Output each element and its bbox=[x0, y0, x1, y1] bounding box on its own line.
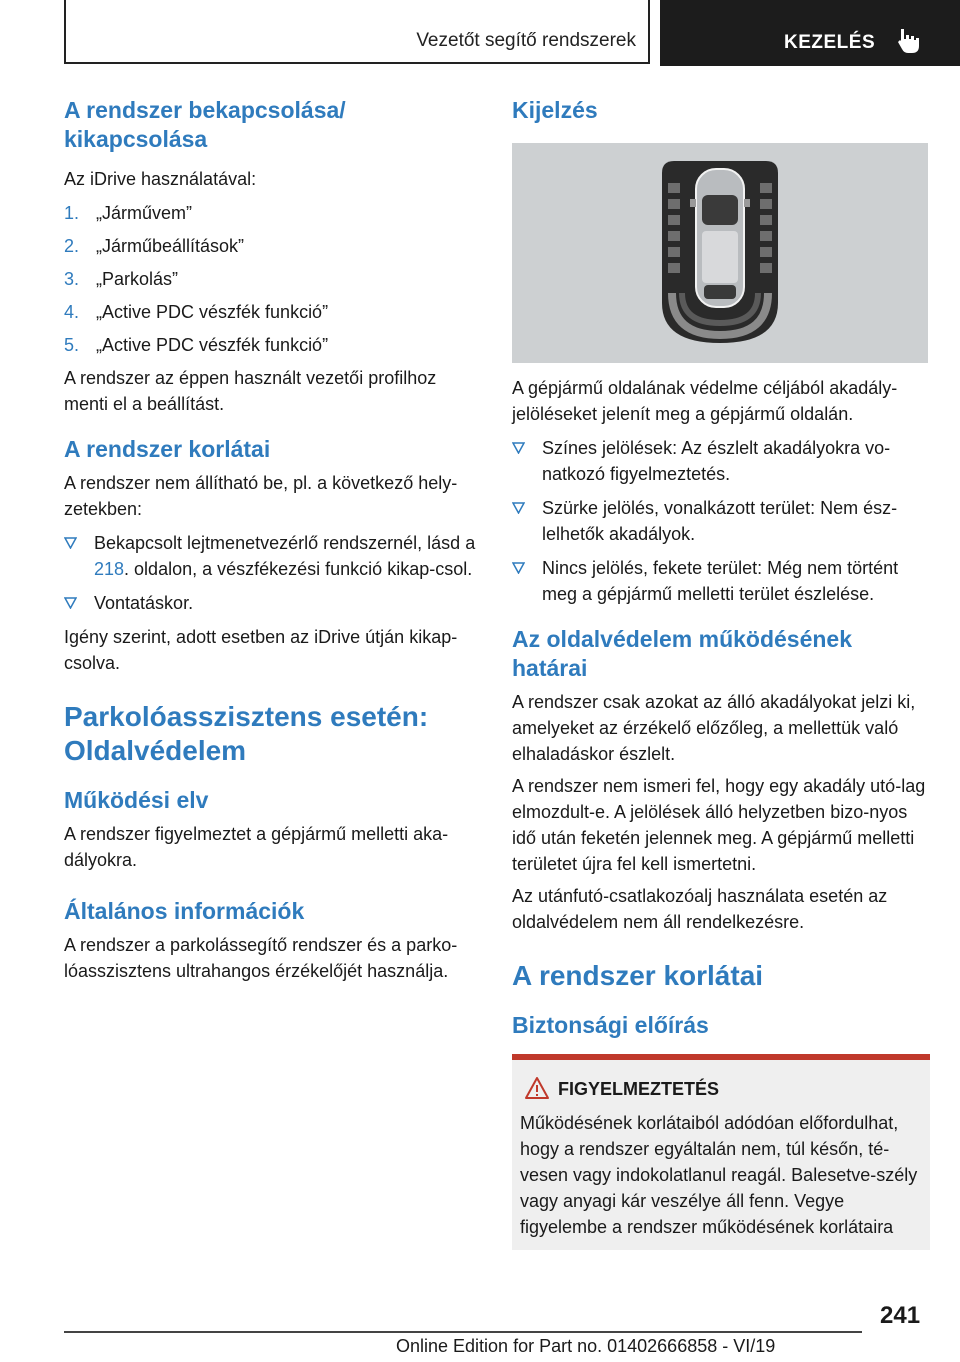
list-item: Bekapcsolt lejtmenetvezérlő rendszernél, lásd a 218. oldalon, a vészfékezési funkció kikap-csol. bbox=[64, 530, 482, 582]
left-column bbox=[64, 96, 482, 984]
warning-header bbox=[520, 1076, 922, 1102]
list-item: 3. „Parkolás” bbox=[64, 269, 179, 289]
triangle-bullet-icon bbox=[64, 537, 77, 549]
footer-divider bbox=[64, 1331, 862, 1333]
side-limits-p2: A rendszer nem ismeri fel, hogy egy akadály utó-lag elmozdult-e. A jelölések álló helyzetben bizo-nyos idő után feketén jelennek meg. A gépjármű melletti területet újra fel kell ismertetni. bbox=[512, 776, 926, 874]
warning-triangle-icon bbox=[524, 1076, 550, 1100]
principle-text: A rendszer figyelmeztet a gépjármű melletti aka-dályokra. bbox=[64, 824, 449, 870]
heading-park-assist: Parkolóasszisztens esetén: Oldalvédelem bbox=[64, 701, 429, 766]
heading-display: Kijelzés bbox=[512, 97, 598, 123]
list-item: Szürke jelölés, vonalkázott terület: Nem ész-lelhetők akadályok. bbox=[512, 495, 930, 547]
list-item: 1. „Járművem” bbox=[64, 203, 193, 223]
triangle-bullet-icon bbox=[64, 597, 77, 609]
list-item: 5. „Active PDC vészfék funkció” bbox=[64, 335, 329, 355]
triangle-bullet-icon bbox=[512, 442, 525, 454]
general-text: A rendszer a parkolássegítő rendszer és a parko-lóasszisztens ultrahangos érzékelőjét használja. bbox=[64, 935, 458, 981]
page-number: 241 bbox=[880, 1302, 921, 1329]
limits-intro: A rendszer nem állítható be, pl. a következő hely-zetekben: bbox=[64, 473, 458, 519]
warning-box bbox=[512, 1054, 930, 1250]
header-section-title: Vezetőt segítő rendszerek bbox=[416, 30, 636, 51]
intro-text: Az iDrive használatával: bbox=[64, 169, 257, 189]
heading-principle: Működési elv bbox=[64, 787, 209, 813]
footer-edition: Online Edition for Part no. 01402666858 - VI/19 bbox=[396, 1336, 776, 1356]
triangle-bullet-icon bbox=[512, 502, 525, 514]
limits-note: Igény szerint, adott esetben az iDrive útján kikap-csolva. bbox=[64, 627, 458, 673]
header-tab-label: KEZELÉS bbox=[784, 32, 876, 53]
list-item: Vontatáskor. bbox=[64, 590, 482, 616]
heading-safety: Biztonsági előírás bbox=[512, 1012, 709, 1038]
steps-list bbox=[64, 200, 482, 358]
warning-title: FIGYELMEZTETÉS bbox=[558, 1079, 720, 1099]
limits-list bbox=[64, 530, 482, 616]
page-ref-link[interactable]: 218 bbox=[94, 559, 125, 579]
side-protection-figure bbox=[512, 143, 928, 363]
pointing-hand-icon bbox=[896, 26, 922, 54]
display-list bbox=[512, 435, 930, 607]
heading-limits: A rendszer korlátai bbox=[64, 436, 271, 462]
list-item: Nincs jelölés, fekete terület: Még nem történt meg a gépjármű melletti terület észlelése. bbox=[512, 555, 930, 607]
heading-side-limits: Az oldalvédelem működésének határai bbox=[512, 626, 853, 681]
heading-limits-2: A rendszer korlátai bbox=[512, 960, 764, 991]
side-limits-p3: Az utánfutó-csatlakozóalj használata esetén az oldalvédelem nem áll rendelkezésre. bbox=[512, 886, 888, 932]
triangle-bullet-icon bbox=[512, 562, 525, 574]
header-tab-kezeles[interactable] bbox=[660, 0, 960, 66]
right-column bbox=[512, 96, 930, 1250]
heading-general-info: Általános információk bbox=[64, 898, 305, 924]
warning-text: Működésének korlátaiból adódóan előfordulhat, hogy a rendszer egyáltalán nem, túl későn, té-vesen vagy indokolatlanul reagál. Balesetve-szély vagy anyagi kár veszélye áll fenn. Vegye figyelembe a rendszer működésének korlátaira bbox=[520, 1113, 918, 1237]
list-item: Színes jelölések: Az észlelt akadályokra vo-natkozó figyelmeztetés. bbox=[512, 435, 930, 487]
list-item: 2. „Járműbeállítások” bbox=[64, 236, 245, 256]
heading-on-off: A rendszer bekapcsolása/ kikapcsolása bbox=[64, 97, 346, 152]
car-top-view-illustration bbox=[512, 143, 928, 363]
list-item: 4. „Active PDC vészfék funkció” bbox=[64, 302, 329, 322]
profile-note: A rendszer az éppen használt vezetői profilhoz menti el a beállítást. bbox=[64, 368, 437, 414]
display-text: A gépjármű oldalának védelme céljából akadály-jelöléseket jelenít meg a gépjármű oldalán. bbox=[512, 378, 898, 424]
side-limits-p1: A rendszer csak azokat az álló akadályokat jelzi ki, amelyeket az érzékelő előzőleg, a mellettük való elhaladáskor észlelt. bbox=[512, 692, 916, 764]
